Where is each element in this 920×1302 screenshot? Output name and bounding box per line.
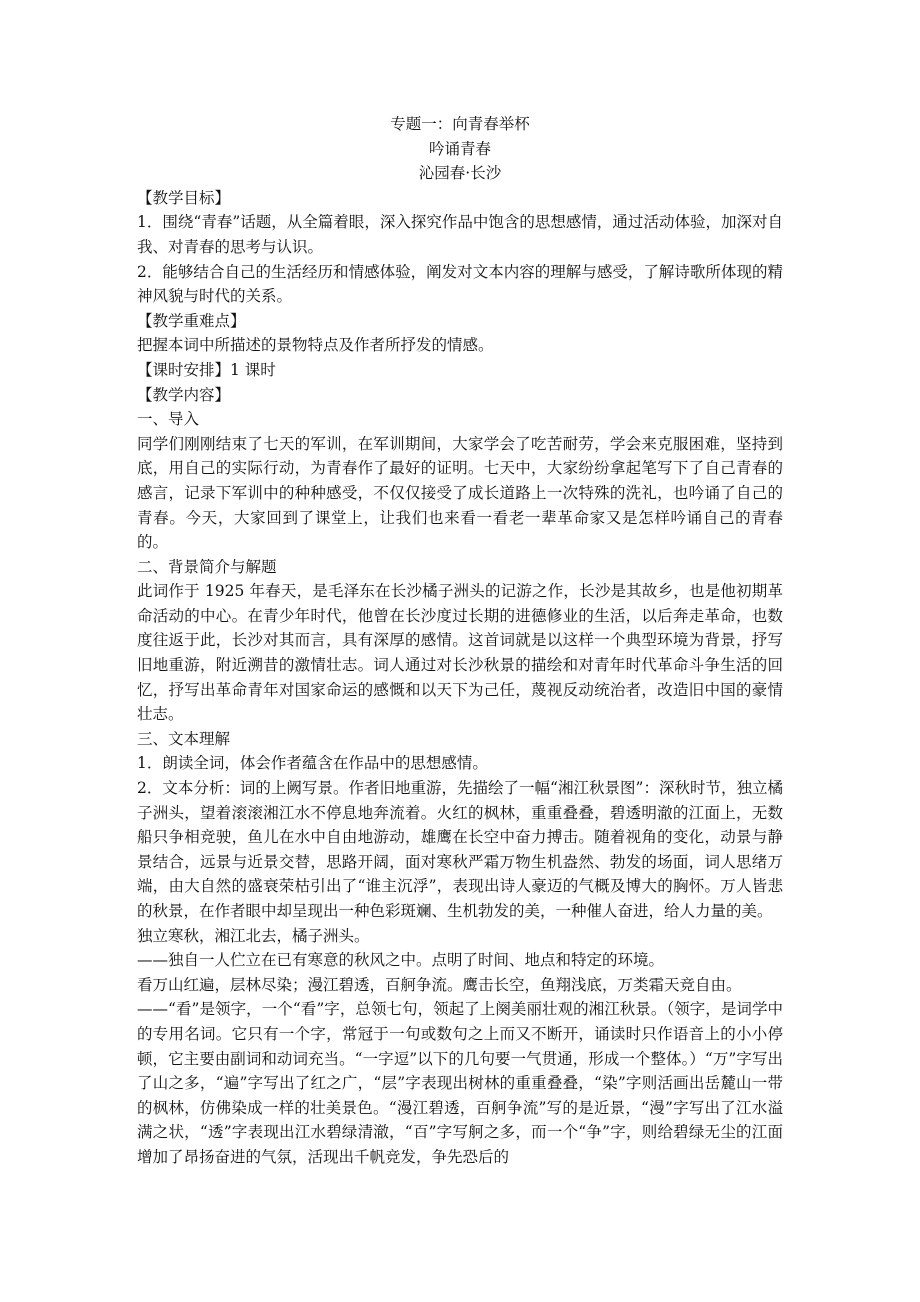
content-header: 【教学内容】 [137,385,231,404]
note-2: ——“看”是领字，一个“看”字，总领七句，领起了上阕美丽壮观的湘江秋景。（领字，是词学中的专用名词。它只有一个字，常冠于一句或数句之上而又不断开，诵读时只作语音上的小小停顿，它主要由副词和动词充当。“一字逗”以下的几句要一气贯通，形成一个整体。）“万”字写出了山之多，“遍”字写出了红之广，“层”字表现出树林的重重叠叠，“染”字则活画出岳麓山一带的枫林，仿佛染成一样的壮美景色。“漫江碧透，百舸争流”写的是近景，“漫”字写出了江水溢满之状，“透”字表现出江水碧绿清澈，“百”字写舸之多，而一个“争”字，则给碧绿无尘的江面增加了昂扬奋进的气氛，活现出千帆竞发，争先恐后的 [137,1000,783,1166]
goal-header: 【教学目标】 [137,188,231,207]
background-text: 此词作于 1925 年春天，是毛泽东在长沙橘子洲头的记游之作，长沙是其故乡，也是他初期革命活动的中心。在青少年时代，他曾在长沙度过长期的进德修业的生活，以后奔走革命，也数度往返于此，长沙对其而言，具有深厚的感情。这首词就是以这样一个典型环境为背景，抒写旧地重游，附近溯昔的激情壮志。词人通过对长沙秋景的描绘和对青年时代革命斗争生活的回忆，抒写出革命青年对国家命运的感慨和以天下为己任，蔑视反动统治者，改造旧中国的豪情壮志。 [137,582,783,724]
verse-2: 看万山红遍，层林尽染；漫江碧透，百舸争流。鹰击长空，鱼翔浅底，万类霜天竞自由。 [137,975,742,994]
background-header: 二、背景简介与解题 [137,557,277,576]
poem-title: 沁园春·长沙 [418,164,502,183]
text-item-1: 1．朗读全词，体会作者蕴含在作品中的思想感情。 [137,754,488,773]
document-page [137,112,783,1170]
intro-header: 一、导入 [137,410,200,429]
key-text: 把握本词中所描述的景物特点及作者所抒发的情感。 [137,336,494,355]
schedule-line: 【课时安排】1 课时 [137,360,276,379]
key-header: 【教学重难点】 [137,311,246,330]
text-item-2: 2．文本分析：词的上阙写景。作者旧地重游，先描绘了一幅“湘江秋景图”：深秋时节，独立橘子洲头，望着滚滚湘江水不停息地奔流着。火红的枫林，重重叠叠，碧透明澈的江面上，无数船只争相竞驶，鱼儿在水中自由地游动，雄鹰在长空中奋力搏击。随着视角的变化，动景与静景结合，远景与近景交替，思路开阔，面对寒秋严霜万物生机盎然、勃发的场面，词人思绪万端，由大自然的盛衰荣枯引出了“谁主沉浮”，表现出诗人豪迈的气概及博大的胸怀。万人皆悲的秋景，在作者眼中却呈现出一种色彩斑斓、生机勃发的美，一种催人奋进，给人力量的美。 [137,779,783,920]
topic-title: 专题一：向青春举杯 [390,115,530,133]
intro-text: 同学们刚刚结束了七天的军训，在军训期间，大家学会了吃苦耐劳，学会来克服困难，坚持到底，用自己的实际行动，为青春作了最好的证明。七天中，大家纷纷拿起笔写下了自己青春的感言，记录下军训中的种种感受，不仅仅接受了成长道路上一次特殊的洗礼，也吟诵了自己的青春。今天，大家回到了课堂上，让我们也来看一看老一辈革命家又是怎样吟诵自己的青春的。 [137,434,783,552]
goal-item-2: 2．能够结合自己的生活经历和情感体验，阐发对文本内容的理解与感受，了解诗歌所体现的精神风貌与时代的关系。 [137,262,783,306]
unit-title: 吟诵青春 [428,139,491,158]
text-understanding-header: 三、文本理解 [137,729,231,748]
verse-1: 独立寒秋，湘江北去，橘子洲头。 [137,926,370,945]
note-1: ——独自一人伫立在已有寒意的秋风之中。点明了时间、地点和特定的环境。 [137,951,665,970]
goal-item-1: 1．围绕“青春”话题，从全篇着眼，深入探究作品中饱含的思想感情，通过活动体验，加深对自我、对青春的思考与认识。 [137,213,783,256]
